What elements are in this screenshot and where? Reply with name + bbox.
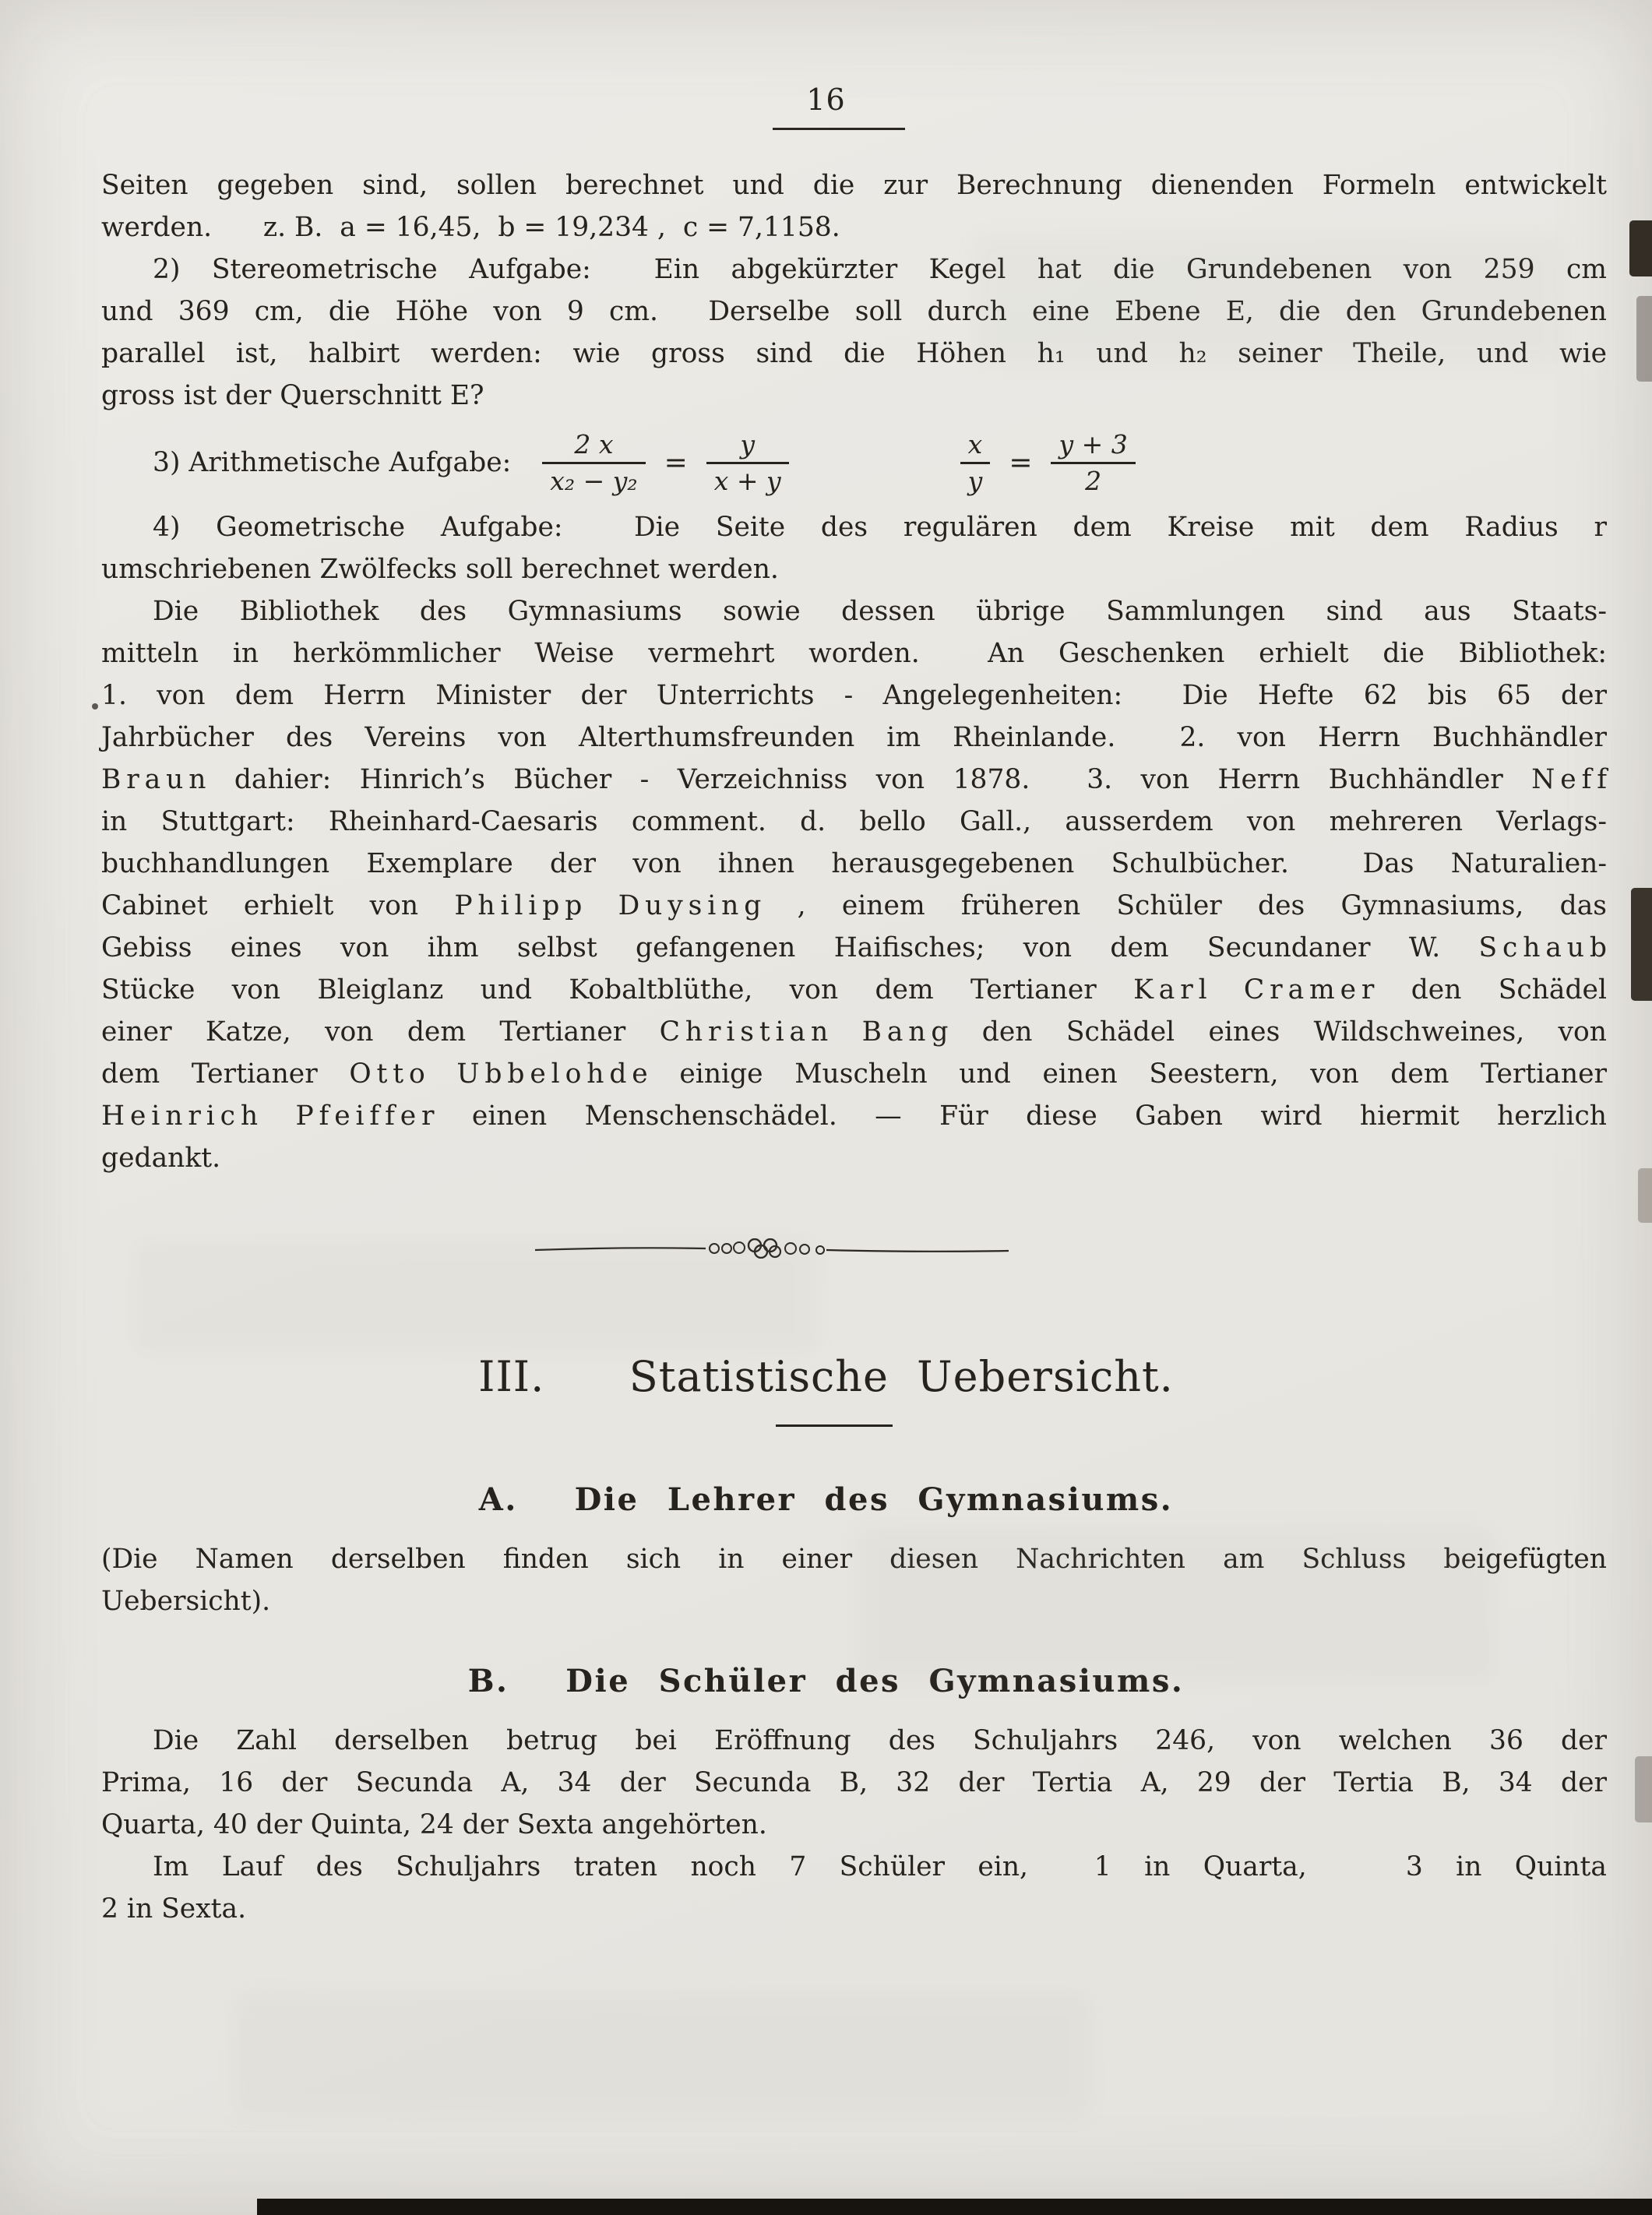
text-line: und 369 cm, die Höhe von 9 cm. Derselbe soll durch eine Ebene E, die den Grundebenen (101, 296, 1607, 327)
fraction-bar (960, 462, 991, 464)
text-line: Uebersicht). (101, 1586, 271, 1617)
fraction-denominator: x₂ − y₂ (550, 465, 638, 496)
text-line: 1. von dem Herrn Minister der Unterrichts - Angelegenheiten: Die Hefte 62 bis 65 der (101, 679, 1607, 711)
text-line: gross ist der Querschnitt E? (101, 380, 484, 411)
text-line: 4) Geometrische Aufgabe: Die Seite des regulären dem Kreise mit dem Radius r (153, 511, 1607, 543)
text-line: Cabinet erhielt von P h i l i p p D u y s i n g , einem früheren Schüler des Gymnasiums, das (101, 889, 1607, 921)
fraction (1051, 429, 1135, 497)
text-line: buchhandlungen Exemplare der von ihnen herausgegebenen Schulbücher. Das Naturalien- (101, 847, 1607, 879)
subsection-teachers-text (0, 1538, 1652, 1622)
text-line: (Die Namen derselben finden sich in einer diesen Nachrichten am Schluss beigefügten (101, 1544, 1607, 1575)
body-text (0, 164, 1652, 1179)
fraction-numerator: x (967, 429, 983, 460)
subsection-title-students: B. Die Schüler des Gymnasiums. (467, 1663, 1185, 1699)
scan-bottom-shadow (257, 2199, 1652, 2215)
subsection-students-text (0, 1720, 1652, 1930)
formula-label: 3) Arithmetische Aufgabe: (153, 447, 512, 479)
bleed-through-smudge (234, 1994, 1090, 2118)
text-line: Jahrbücher des Vereins von Alterthumsfreunden im Rheinlande. 2. von Herrn Buchhändler (101, 721, 1607, 753)
equals-sign: = (1009, 446, 1033, 479)
page-number: 16 (806, 83, 846, 117)
equals-sign: = (664, 446, 688, 479)
fraction-denominator: y (967, 465, 983, 496)
fraction-denominator: x + y (713, 465, 781, 496)
text-line: Prima, 16 der Secunda A, 34 der Secunda B, 32 der Tertia A, 29 der Tertia B, 34 der (101, 1767, 1607, 1798)
paragraph-stereometric-problem (101, 248, 1607, 417)
fraction-bar (1051, 462, 1135, 464)
text-line: 2) Stereometrische Aufgabe: Ein abgekürzter Kegel hat die Grundebenen von 259 cm (153, 254, 1607, 285)
fraction (542, 429, 645, 497)
fraction-numerator: y + 3 (1058, 429, 1128, 460)
text-line: umschriebenen Zwölfecks soll berechnet werden. (101, 553, 779, 585)
text-line: in Stuttgart: Rheinhard-Caesaris comment. d. bello Gall., ausserdem von mehreren Verlags- (101, 805, 1607, 837)
text-line: gedankt. (101, 1142, 221, 1174)
text-line: 2 in Sexta. (101, 1893, 247, 1924)
paragraph-continuation (101, 164, 1607, 248)
page-header (0, 83, 1652, 130)
text-line: Stücke von Bleiglanz und Kobaltblüthe, von dem Tertianer K a r l C r a m e r den Schädel (101, 974, 1607, 1005)
text-line: dem Tertianer O t t o U b b e l o h d e einige Muscheln und einen Seestern, von dem Tertianer (101, 1058, 1607, 1090)
fraction (960, 429, 991, 497)
fraction-bar (542, 462, 645, 464)
text-line: Quarta, 40 der Quinta, 24 der Sexta angehörten. (101, 1809, 767, 1840)
text-line: werden. z. B. a = 16,45, b = 19,234 , c = 7,1158. (101, 212, 840, 243)
text-line: Gebiss eines von ihm selbst gefangenen Haifisches; von dem Secundaner W. S c h a u b (101, 931, 1607, 963)
text-line: B r a u n dahier: Hinrich’s Bücher - Verzeichniss von 1878. 3. von Herrn Buchhändler N e f f (101, 763, 1607, 795)
fraction-numerator: y (740, 429, 756, 460)
text-line: Die Zahl derselben betrug bei Eröffnung des Schuljahrs 246, von welchen 36 der (153, 1725, 1607, 1756)
text-line: Seiten gegeben sind, sollen berechnet und die zur Berechnung dienenden Formeln entwickelt (101, 170, 1607, 201)
paragraph-library-donations (101, 590, 1607, 1179)
fraction (706, 429, 789, 497)
fraction-numerator: 2 x (574, 429, 614, 460)
text-line: H e i n r i c h P f e i f f e r einen Menschenschädel. — Für diese Gaben wird hiermit herzlich (101, 1100, 1607, 1132)
heading-underline (776, 1424, 893, 1428)
text-line: Die Bibliothek des Gymnasiums sowie dessen übrige Sammlungen sind aus Staats- (153, 595, 1607, 627)
section-heading-statistics: III. Statistische Uebersicht. (478, 1351, 1174, 1401)
fraction-bar (706, 462, 789, 464)
arithmetic-problem-formula (153, 429, 1607, 497)
paragraph-geometric-problem (101, 506, 1607, 590)
text-line: mitteln in herkömmlicher Weise vermehrt worden. An Geschenken erhielt die Bibliothek: (101, 637, 1607, 669)
fraction-denominator: 2 (1085, 465, 1102, 496)
text-line: parallel ist, halbirt werden: wie gross sind die Höhen h₁ und h₂ seiner Theile, und wie (101, 338, 1607, 369)
subsection-title-teachers: A. Die Lehrer des Gymnasiums. (478, 1481, 1174, 1518)
text-line: Im Lauf des Schuljahrs traten noch 7 Schüler ein, 1 in Quarta, 3 in Quinta (153, 1851, 1607, 1882)
text-line: einer Katze, von dem Tertianer C h r i s t i a n B a n g den Schädel eines Wildschweines, von (101, 1016, 1607, 1048)
ornamental-divider (530, 1238, 1013, 1262)
page-number-rule (773, 128, 905, 130)
